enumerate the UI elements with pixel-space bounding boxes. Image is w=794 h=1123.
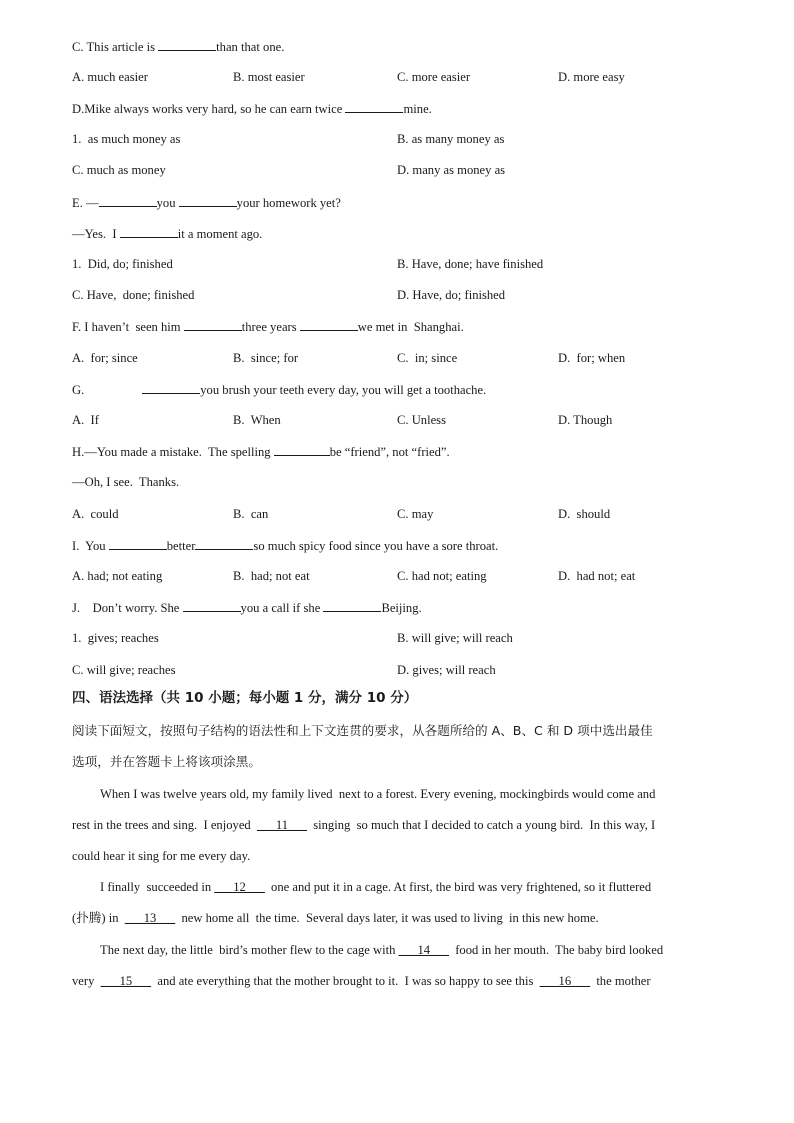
option-a: A. for; since — [72, 351, 138, 365]
blank-15: ___15___ — [100, 974, 152, 988]
option-d: D. more easy — [558, 70, 625, 84]
option-b: B. Have, done; have finished — [397, 257, 544, 271]
option-b: B. can — [233, 507, 269, 521]
stem-text: better — [166, 539, 196, 553]
section-4-instructions-line2: 选项，并在答题卡上将该项涂黑。 — [72, 754, 261, 769]
answer-blank — [179, 194, 237, 207]
option-a: A. If — [72, 413, 99, 427]
passage-line: When I was twelve years old, my family lived next to a forest. Every evening, mockingbirds would come and — [100, 787, 656, 801]
blank-12: ___12___ — [214, 880, 265, 894]
passage-line — [72, 910, 599, 926]
option-c: C. Unless — [397, 413, 446, 427]
option-c: C. in; since — [397, 351, 458, 365]
question-d-stem — [72, 100, 432, 117]
stem-text: —Yes. I — [72, 227, 120, 241]
option-d: D. many as money as — [397, 163, 506, 177]
option-d: D. Have, do; finished — [397, 288, 506, 302]
answer-blank — [300, 318, 358, 331]
stem-text: D.Mike always works very hard, so he can earn twice — [72, 102, 346, 116]
option-d: D. gives; will reach — [397, 663, 496, 677]
passage-text: (扑腾) in — [72, 911, 125, 925]
blank-14: ___14___ — [398, 943, 449, 957]
question-e-reply — [72, 225, 262, 242]
option-a: 1. as much money as — [72, 132, 181, 146]
option-b: B. since; for — [233, 351, 299, 365]
question-label: G. — [72, 383, 85, 397]
title-number: 1 — [293, 690, 304, 706]
stem-text: so much spicy food since you have a sore throat. — [253, 539, 499, 553]
option-d: D. had not; eat — [558, 569, 636, 583]
blank-16: ___16___ — [539, 974, 591, 988]
section-4-title — [72, 690, 417, 706]
passage-text: rest in the trees and sing. I enjoyed — [72, 818, 258, 832]
option-c: C. much as money — [72, 163, 166, 177]
option-c: C. may — [397, 507, 434, 521]
option-d: D. Though — [558, 413, 613, 427]
passage-text: one and put it in a cage. At first, the bird was very frightened, so it fluttered — [264, 880, 652, 894]
option-a: 1. Did, do; finished — [72, 257, 173, 271]
stem-text: than that one. — [216, 40, 285, 54]
title-text: 分，满分 — [303, 690, 367, 706]
option-a: 1. gives; reaches — [72, 631, 159, 645]
option-b: B. will give; will reach — [397, 631, 513, 645]
passage-text: food in her mouth. The baby bird looked — [448, 943, 664, 957]
passage-line — [72, 973, 651, 989]
title-text: 小题；每小题 — [203, 690, 294, 706]
question-f-stem — [72, 318, 464, 335]
answer-blank — [274, 443, 330, 456]
option-b: B. When — [233, 413, 281, 427]
question-e-stem — [72, 194, 341, 211]
answer-blank — [120, 225, 178, 238]
question-i-stem — [72, 537, 498, 554]
title-text: 四、语法选择（共 — [72, 690, 185, 706]
passage-text: singing so much that I decided to catch a young bird. In this way, I — [306, 818, 656, 832]
stem-text: J. Don’t worry. She — [72, 601, 183, 615]
option-a: A. could — [72, 507, 119, 521]
stem-text: F. I haven’t seen him — [72, 320, 184, 334]
stem-text: C. This article is — [72, 40, 159, 54]
title-number: 10 — [366, 690, 386, 706]
title-text: 分） — [385, 690, 418, 706]
stem-text: H.—You made a mistake. The spelling — [72, 445, 274, 459]
stem-text: you — [156, 196, 179, 210]
stem-text: we met in Shanghai. — [357, 320, 464, 334]
answer-blank — [158, 38, 216, 51]
passage-line — [100, 879, 651, 895]
stem-text: it a moment ago. — [177, 227, 263, 241]
option-c: C. Have, done; finished — [72, 288, 195, 302]
stem-text: your homework yet? — [236, 196, 341, 210]
answer-blank — [195, 537, 253, 550]
option-c: C. had not; eating — [397, 569, 487, 583]
passage-text: The next day, the little bird’s mother flew to the cage with — [100, 943, 399, 957]
question-h-stem — [72, 443, 450, 460]
passage-text: the mother — [590, 974, 651, 988]
question-j-stem — [72, 599, 422, 616]
stem-text: Beijing. — [381, 601, 422, 615]
option-d: D. for; when — [558, 351, 626, 365]
answer-blank — [345, 100, 403, 113]
stem-text: mine. — [403, 102, 432, 116]
option-b: B. as many money as — [397, 132, 505, 146]
answer-blank — [109, 537, 167, 550]
stem-text: three years — [241, 320, 300, 334]
stem-text: E. — — [72, 196, 99, 210]
stem-text: I. You — [72, 539, 109, 553]
option-c: C. will give; reaches — [72, 663, 176, 677]
section-4-instructions-line1: 阅读下面短文，按照句子结构的语法性和上下文连贯的要求，从各题所给的 A、B、C 和 D 项中选出最佳 — [72, 723, 653, 738]
answer-blank — [183, 599, 241, 612]
passage-line — [100, 942, 663, 958]
answer-blank — [323, 599, 381, 612]
question-h-reply: —Oh, I see. Thanks. — [72, 475, 180, 489]
answer-blank — [99, 194, 157, 207]
passage-text: very — [72, 974, 101, 988]
stem-text: you brush your teeth every day, you will get a toothache. — [200, 383, 487, 397]
option-a: A. had; not eating — [72, 569, 163, 583]
passage-text: new home all the time. Several days later, it was used to living in this new home. — [175, 911, 599, 925]
title-number: 10 — [184, 690, 204, 706]
question-c-stem — [72, 38, 284, 55]
stem-text: be “friend”, not “fried”. — [329, 445, 450, 459]
stem-text: you a call if she — [240, 601, 324, 615]
passage-line — [72, 817, 655, 833]
blank-13: ___13___ — [124, 911, 176, 925]
question-g-stem — [72, 381, 486, 398]
option-b: B. most easier — [233, 70, 305, 84]
option-d: D. should — [558, 507, 611, 521]
answer-blank — [184, 318, 242, 331]
passage-text: and ate everything that the mother brought to it. I was so happy to see this — [151, 974, 540, 988]
passage-text: I finally succeeded in — [100, 880, 215, 894]
answer-blank — [142, 381, 200, 394]
passage-line: could hear it sing for me every day. — [72, 849, 251, 863]
option-c: C. more easier — [397, 70, 471, 84]
option-a: A. much easier — [72, 70, 148, 84]
blank-11: ___11___ — [257, 818, 307, 832]
option-b: B. had; not eat — [233, 569, 310, 583]
